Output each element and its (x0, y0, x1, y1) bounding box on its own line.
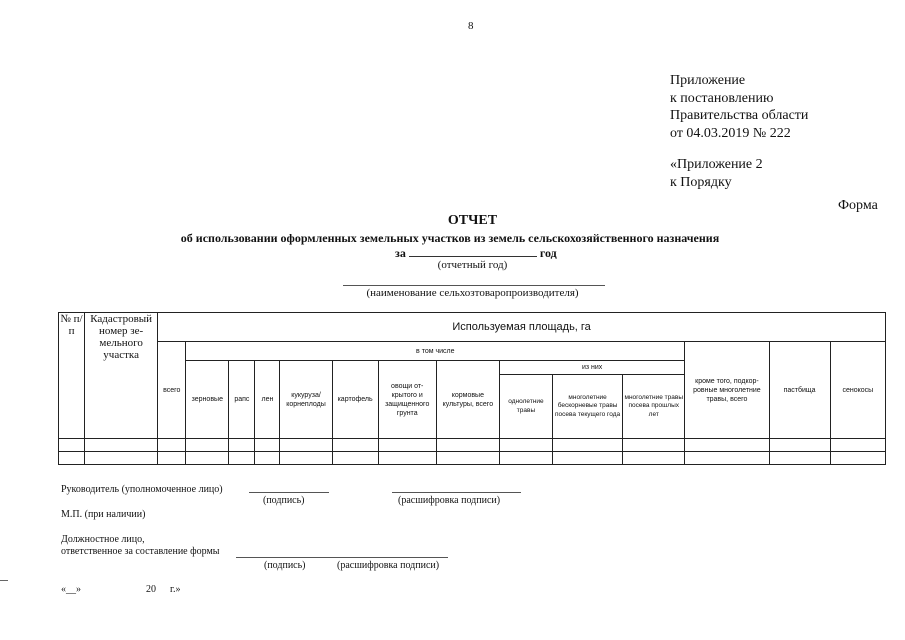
appendix-line: Приложение (670, 73, 746, 88)
table-row (59, 452, 886, 465)
table-cell[interactable] (685, 439, 769, 452)
table-cell[interactable] (85, 439, 158, 452)
table-cell[interactable] (59, 452, 85, 465)
appendix-line: к Порядку (670, 174, 732, 190)
report-title: ОТЧЕТ (447, 213, 498, 228)
table-cell[interactable] (186, 439, 229, 452)
table-cell[interactable] (255, 439, 280, 452)
report-subtitle: об использовании оформленных земельных участков из земель сельскохозяйственного назначения (180, 231, 720, 245)
table-cell[interactable] (499, 452, 552, 465)
table-cell[interactable] (623, 452, 685, 465)
col-header-including: в том числе (186, 342, 685, 361)
table-cell[interactable] (830, 452, 885, 465)
head-decode-field[interactable] (392, 492, 521, 493)
head-signature-field[interactable] (249, 492, 329, 493)
table-cell[interactable] (158, 439, 186, 452)
table-cell[interactable] (280, 439, 332, 452)
table-cell[interactable] (769, 452, 830, 465)
table-cell[interactable] (280, 452, 332, 465)
col-header-forage: кормовые культуры, всего (436, 361, 499, 439)
table-cell[interactable] (378, 452, 436, 465)
official-label-line2: ответственное за составление формы (61, 546, 220, 557)
col-header-hayfields: сенокосы (830, 342, 885, 439)
stamp-label: М.П. (при наличии) (61, 509, 146, 520)
producer-field[interactable] (343, 285, 605, 286)
col-header-flax: лен (255, 361, 280, 439)
year-field[interactable] (409, 245, 537, 257)
table-cell[interactable] (436, 452, 499, 465)
page-number: 8 (468, 20, 474, 32)
col-header-annual-grass: однолетние травы (499, 375, 552, 439)
col-header-perennial-past: многолетние травы посева прошлых лет (623, 375, 685, 439)
col-header-cadastral: Кадастровый номер зе-мельного участка (85, 313, 158, 439)
table-cell[interactable] (59, 439, 85, 452)
appendix-block (670, 72, 808, 191)
col-header-rapeseed: рапс (229, 361, 255, 439)
form-label: Форма (838, 198, 878, 213)
col-header-used-area: Используемая площадь, га (158, 313, 886, 342)
date-close: г.» (170, 584, 181, 595)
table-cell[interactable] (830, 439, 885, 452)
date-year: 20 (146, 584, 156, 595)
table-cell[interactable] (499, 439, 552, 452)
decode-caption: (расшифровка подписи) (337, 560, 440, 571)
table-cell[interactable] (436, 439, 499, 452)
producer-caption: (наименование сельхозтоваропроизводителя) (366, 287, 579, 299)
table-cell[interactable] (553, 452, 623, 465)
col-header-number: № п/п (59, 313, 85, 439)
col-header-total: всего (158, 342, 186, 439)
table-cell[interactable] (158, 452, 186, 465)
table-cell[interactable] (85, 452, 158, 465)
col-header-grain: зерновые (186, 361, 229, 439)
table-cell[interactable] (685, 452, 769, 465)
col-header-of-them: из них (499, 361, 684, 375)
head-label: Руководитель (уполномоченное лицо) (61, 484, 223, 495)
appendix-line: «Приложение 2 (670, 157, 763, 172)
table-cell[interactable] (623, 439, 685, 452)
year-caption: (отчетный год) (437, 259, 508, 271)
table-cell[interactable] (332, 439, 378, 452)
table-cell[interactable] (553, 439, 623, 452)
table-cell[interactable] (332, 452, 378, 465)
sign-caption: (подпись) (263, 495, 305, 506)
col-header-potato: картофель (332, 361, 378, 439)
table-cell[interactable] (378, 439, 436, 452)
sign-caption: (подпись) (264, 560, 306, 571)
col-header-extra-perennial: кроме того, подкор-ровные многолетние травы, всего (685, 342, 769, 439)
table-cell[interactable] (186, 452, 229, 465)
table-cell[interactable] (255, 452, 280, 465)
year-prefix: за (395, 246, 406, 260)
col-header-corn: кукуруза/ корнеплоды (280, 361, 332, 439)
table-cell[interactable] (229, 452, 255, 465)
appendix-line: Правительства области (670, 108, 809, 123)
official-signature-field[interactable] (236, 557, 448, 558)
col-header-perennial-current: многолетние бескорневые травы посева текущего года (553, 375, 623, 439)
appendix-line: от 04.03.2019 № 222 (670, 125, 791, 141)
margin-mark (0, 580, 8, 581)
appendix-line: к постановлению (670, 90, 774, 106)
table-cell[interactable] (769, 439, 830, 452)
col-header-pastures: пастбища (769, 342, 830, 439)
table-cell[interactable] (229, 439, 255, 452)
year-suffix: год (539, 246, 557, 260)
table-row (59, 439, 886, 452)
date-day: «__» (61, 584, 81, 595)
decode-caption: (расшифровка подписи) (398, 495, 501, 506)
col-header-vegetables: овощи от-крытого и защищенного грунта (378, 361, 436, 439)
official-label-line1: Должностное лицо, (61, 534, 145, 545)
report-table (58, 312, 886, 465)
